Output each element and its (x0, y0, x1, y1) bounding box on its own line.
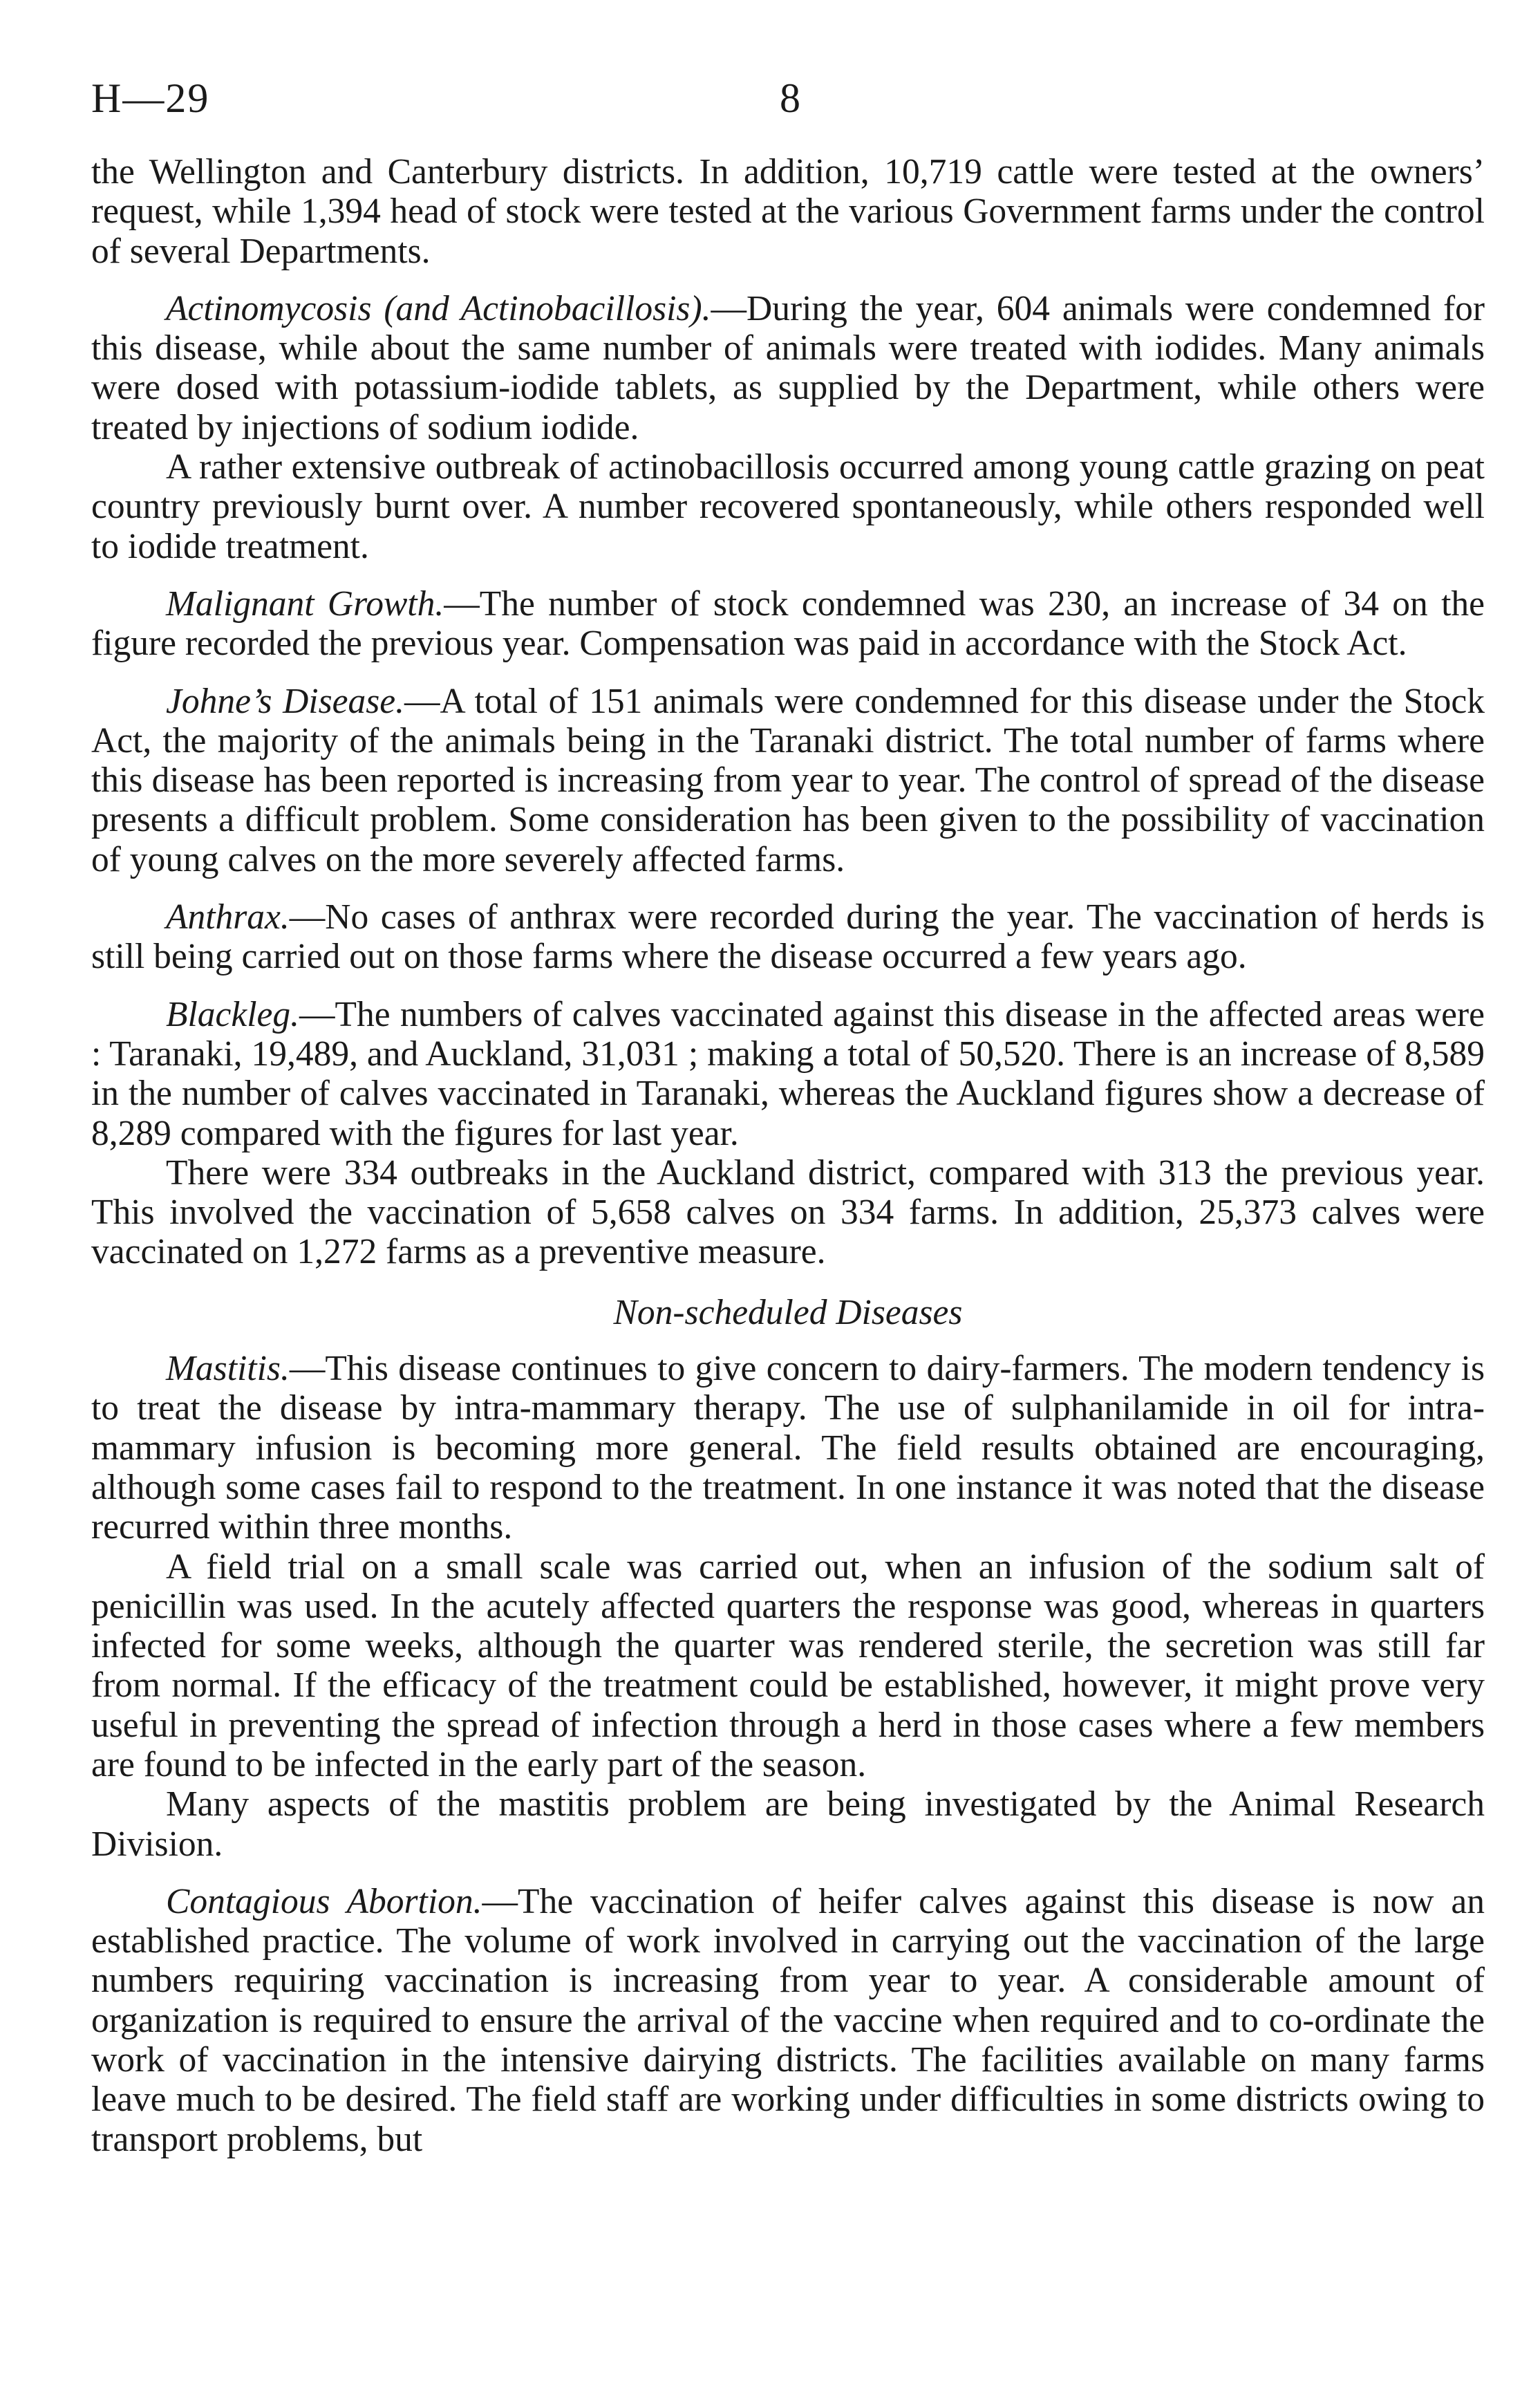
paragraph-heading: Malignant Growth. (166, 584, 444, 624)
paragraph-heading: Anthrax. (166, 897, 290, 937)
paragraph-heading: Mastitis. (166, 1349, 290, 1389)
paragraph-text: —The vaccination of heifer calves against this disease is now an established practice. The volume of work involved in carrying out the vaccination of the large numbers requiring vaccination is increasing from year to year. A considerable amount of organization is required to ensure the arrival of the vaccine when required and to co-ordinate the work of vaccination in the intensive dairying districts. The facilities available on many farms leave much to be desired. The field staff are working under difficulties in some districts owing to transport problems, but (91, 1881, 1485, 2159)
paragraph-blackleg (91, 995, 1485, 1153)
paragraph-blackleg-outbreaks (91, 1153, 1485, 1272)
page-body (91, 152, 1485, 2159)
paragraph-text: There were 334 outbreaks in the Auckland district, compared with 313 the previous year. This involved the vaccination of 5,658 calves on 334 farms. In addition, 25,373 calves were vaccinated on 1,272 farms as a preventive measure. (91, 1152, 1485, 1272)
paragraph-text: —The numbers of calves vaccinated against this disease in the affected areas were : Taranaki, 19,489, and Auckland, 31,031 ; making a total of 50,520. There is an increase of 8,589 in the number of calves vaccinated in Taranaki, whereas the Auckland figures show a decrease of 8,289 compared with the figures for last year. (91, 994, 1485, 1153)
paragraph-heading: Contagious Abortion. (166, 1881, 482, 1921)
paragraph-text: Many aspects of the mastitis problem are being investigated by the Animal Research Division. (91, 1784, 1485, 1864)
paragraph-actinomycosis (91, 289, 1485, 447)
paragraph-text: —This disease continues to give concern to dairy-farmers. The modern tendency is to treat the disease by intra-mammary therapy. The use of sulphanilamide in oil for intra-mammary infusion is becoming more general. The field results obtained are encouraging, although some cases fail to respond to the treatment. In one instance it was noted that the disease recurred within three months. (91, 1349, 1485, 1547)
page-header (91, 69, 1485, 152)
paragraph-mastitis-research (91, 1784, 1485, 1864)
paragraph-malignant-growth (91, 584, 1485, 664)
page-number: 8 (780, 75, 800, 121)
paragraph-heading: Johne’s Disease. (166, 681, 405, 721)
section-title: Non-scheduled Diseases (613, 1292, 963, 1332)
paragraph-text: A rather extensive outbreak of actinobacillosis occurred among young cattle grazing on peat country previously burnt over. A number recovered spontaneously, while others responded well to iodide treatment. (91, 447, 1485, 566)
paragraph-text: the Wellington and Canterbury districts. In addition, 10,719 cattle were tested at the owners’ request, while 1,394 head of stock were tested at the various Government farms under the control of several Departments. (91, 152, 1485, 271)
paragraph-anthrax (91, 897, 1485, 977)
paragraph-text: —No cases of anthrax were recorded during the year. The vaccination of herds is still being carried out on those farms where the disease occurred a few years ago. (91, 897, 1485, 977)
paragraph-actinobacillosis-outbreak (91, 447, 1485, 566)
paragraph-johnes-disease (91, 682, 1485, 879)
paragraph-heading: Blackleg. (166, 994, 300, 1034)
paragraph-text: —A total of 151 animals were condemned for this disease under the Stock Act, the majority of the animals being in the Taranaki district. The total number of farms where this disease has been reported is increasing from year to year. The control of spread of the disease presents a difficult problem. Some consideration has been given to the possibility of vaccination of young calves on the more severely affected farms. (91, 681, 1485, 879)
paragraph-field-trial (91, 1547, 1485, 1785)
paragraph-text: —During the year, 604 animals were condemned for this disease, while about the same number of animals were treated with iodides. Many animals were dosed with potassium-iodide tablets, as supplied by the Department, while others were treated by injections of sodium iodide. (91, 288, 1485, 447)
paragraph-contagious-abortion (91, 1882, 1485, 2159)
paragraph-mastitis (91, 1349, 1485, 1547)
paragraph-continuation (91, 152, 1485, 271)
paragraph-heading: Actinomycosis (and Actinobacillosis). (166, 288, 711, 328)
paragraph-text: —The number of stock condemned was 230, an increase of 34 on the figure recorded the previous year. Compensation was paid in accordance with the Stock Act. (91, 584, 1485, 664)
paragraph-text: A field trial on a small scale was carried out, when an infusion of the sodium salt of penicillin was used. In the acutely affected quarters the response was good, whereas in quarters infected for some weeks, although the quarter was rendered sterile, the secretion was still far from normal. If the efficacy of the treatment could be established, however, it might prove very useful in preventing the spread of infection through a herd in those cases where a few members are found to be infected in the early part of the season. (91, 1547, 1485, 1784)
document-reference: H—29 (91, 75, 210, 121)
